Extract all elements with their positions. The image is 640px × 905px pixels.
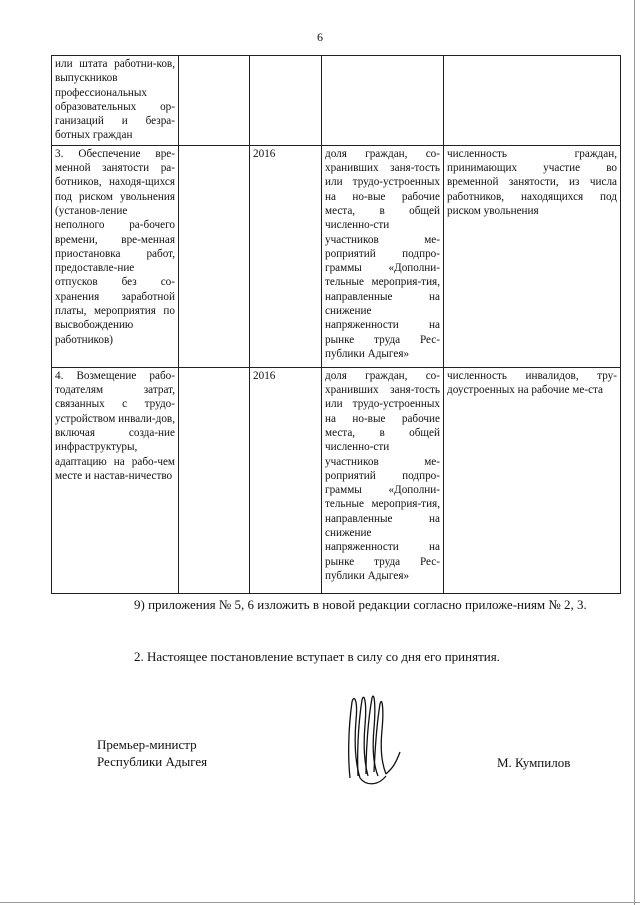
indicator-cell: доля граждан, со-хранивших заня-тость или трудо-устроенных на но-вые рабочие места, в общей численно-сти участников ме-роприятий подпро-граммы «Дополни-тельные мероприя-тия, направленные на снижение напряженности на рынке труда Рес-публики Адыгея» <box>322 145 444 367</box>
table-row <box>52 145 621 367</box>
result-cell: численность инвалидов, тру-доустроенных на рабочие ме-ста <box>444 367 621 593</box>
year-cell <box>250 56 322 146</box>
effective-date-paragraph: 2. Настоящее постановление вступает в силу со дня его принятия. <box>134 649 500 664</box>
page-number: 6 <box>317 30 323 44</box>
year-cell: 2016 <box>250 367 322 593</box>
table-row <box>52 56 621 146</box>
amendment-paragraph: 9) приложения № 5, 6 изложить в новой редакции согласно приложе-ниям № 2, 3. <box>134 597 587 612</box>
indicator-cell <box>322 56 444 146</box>
scan-edge-line <box>0 902 640 903</box>
measure-cell: 4. Возмещение рабо-тодателям затрат, связанных с трудо-устройством инвали-дов, включая созда-ние инфраструктуры, адаптацию на рабо-чем месте и настав-ничество <box>52 367 179 593</box>
empty-cell <box>179 56 250 146</box>
scan-edge-line <box>634 0 635 905</box>
year-cell: 2016 <box>250 145 322 367</box>
indicator-cell: доля граждан, со-хранивших заня-тость или трудо-устроенных на но-вые рабочие места, в общей численно-сти участников ме-роприятий подпро-граммы «Дополни-тельные мероприя-тия, направленные на снижение напряженности на рынке труда Рес-публики Адыгея» <box>322 367 444 593</box>
empty-cell <box>179 367 250 593</box>
measure-cell: 3. Обеспечение вре-менной занятости ра-ботников, находя-щихся под риском увольнения (установ-ление неполного ра-бочего времени, вре-менная приостановка работ, предоставле-ние отпусков без со-хранения заработной платы, мероприятия по высвобождению работников) <box>52 145 179 367</box>
program-table <box>51 55 621 594</box>
signatory-title-line: Республики Адыгея <box>97 754 208 769</box>
result-cell: численность граждан, принимающих участие во временной занятости, из числа работников, находящихся под риском увольнения <box>444 145 621 367</box>
handwritten-signature <box>330 690 420 790</box>
measure-cell: или штата работни-ков, выпускников профессиональных образовательных ор-ганизаций и безра-ботных граждан <box>52 56 179 146</box>
empty-cell <box>179 145 250 367</box>
result-cell <box>444 56 621 146</box>
table-row <box>52 367 621 593</box>
signatory-title-line: Премьер-министр <box>97 737 197 752</box>
signatory-title <box>97 736 207 770</box>
signatory-name: М. Кумпилов <box>497 755 571 770</box>
